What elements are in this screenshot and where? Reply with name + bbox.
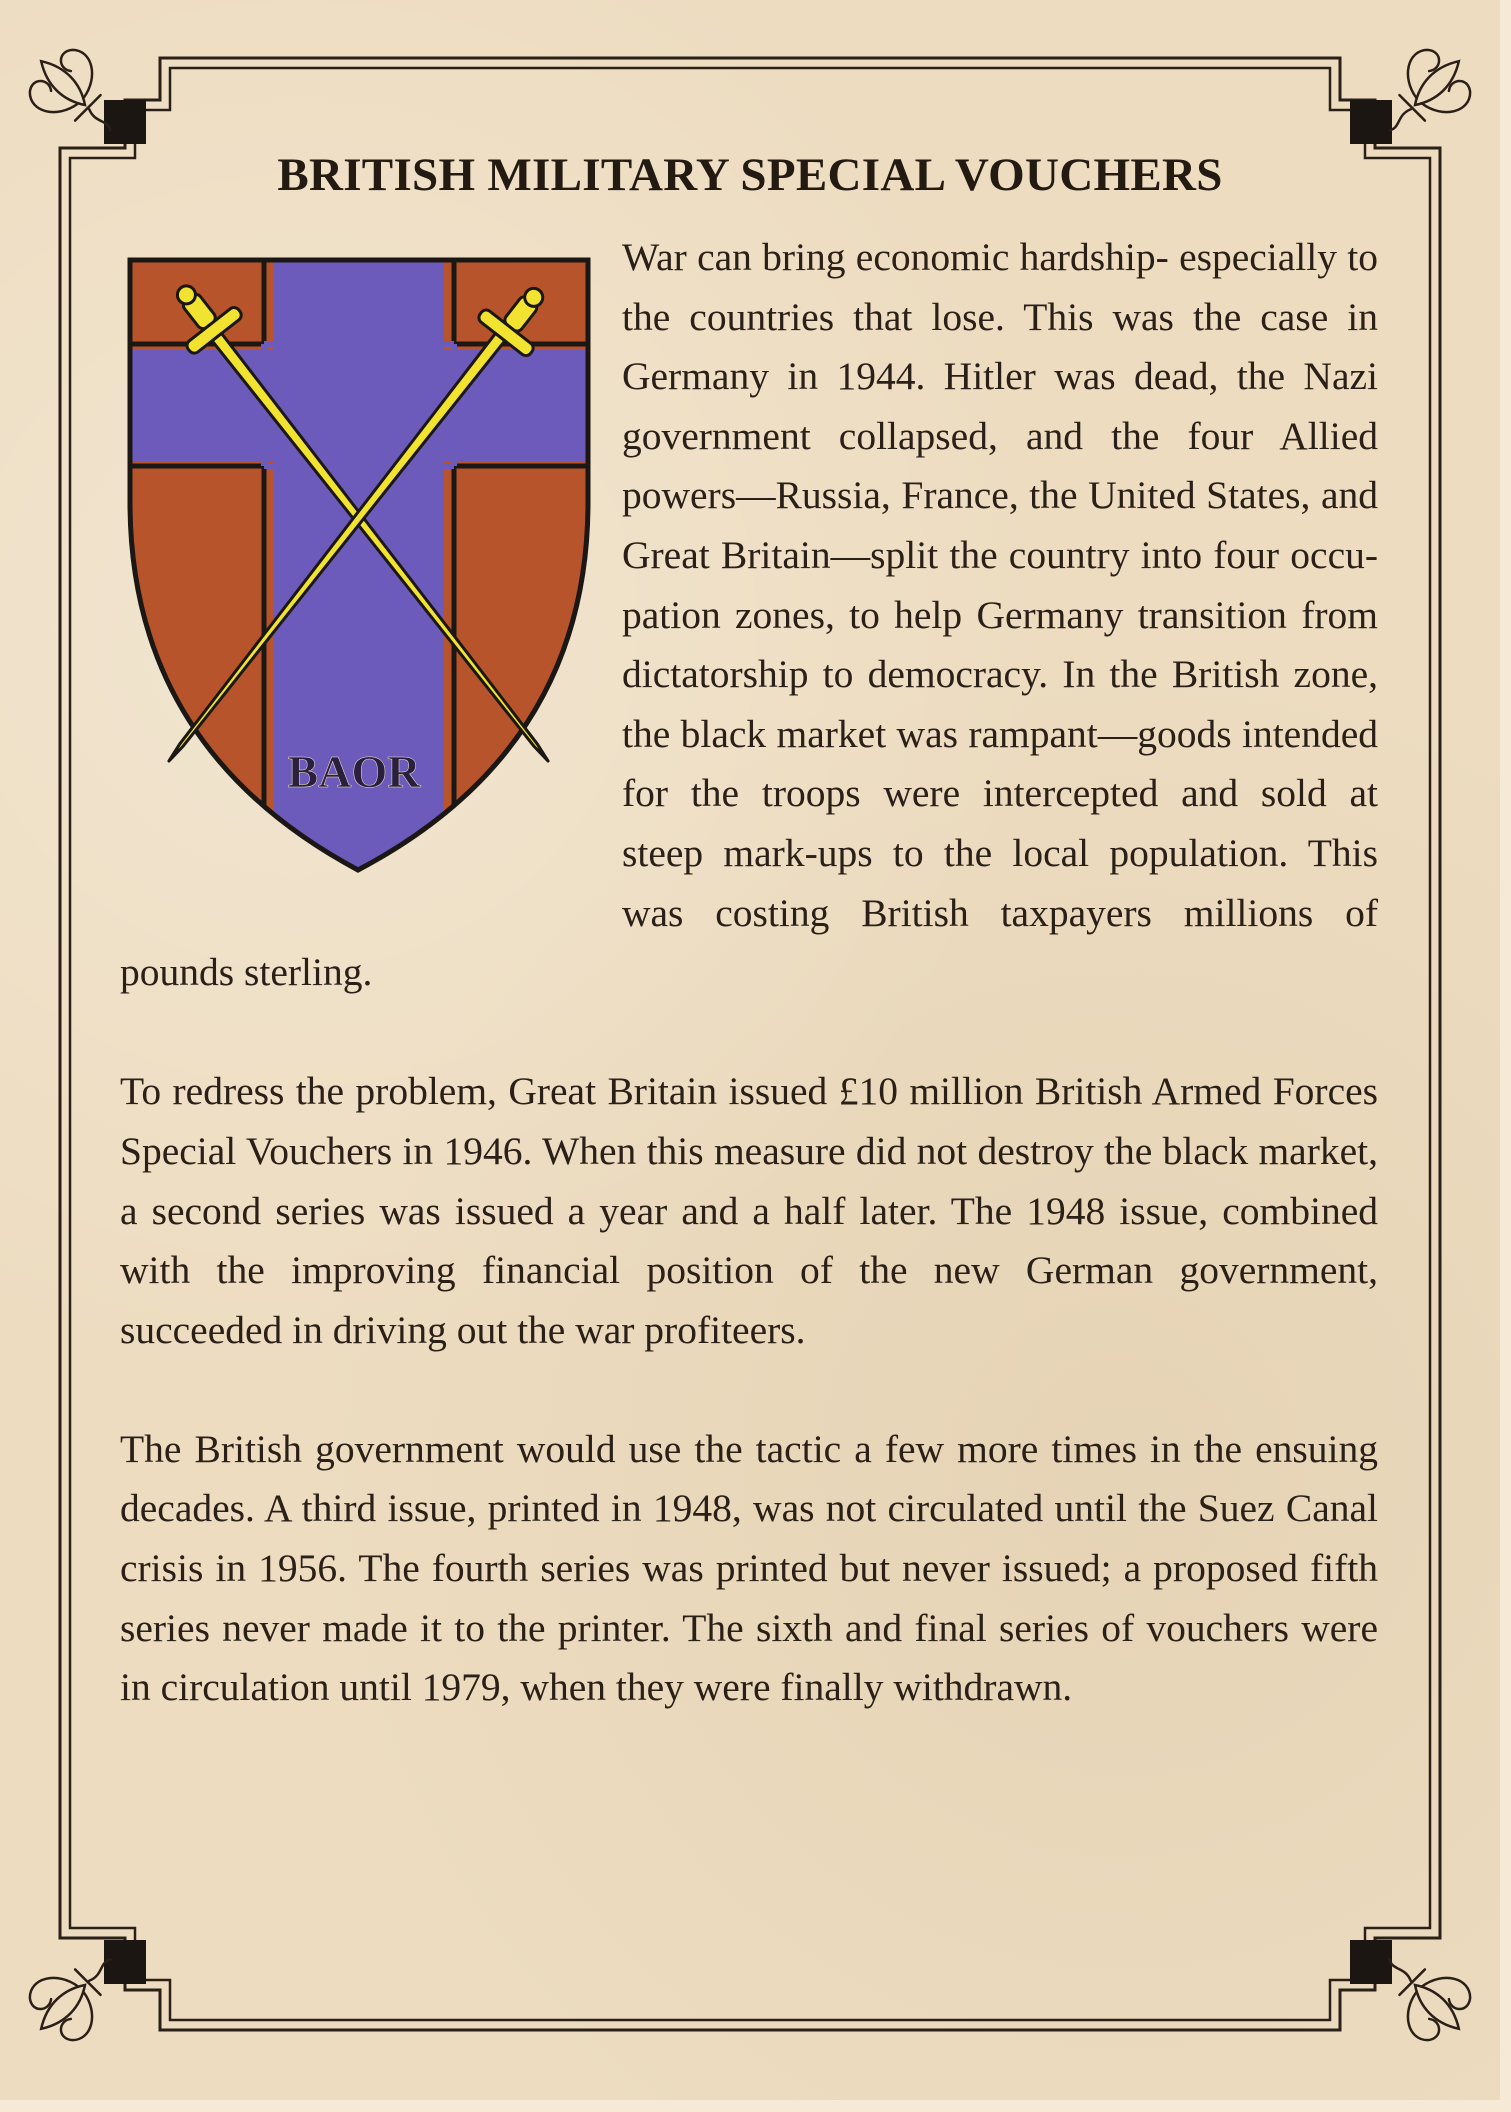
- paragraph-3: The British government would use the tactic a few more times in the ensuing decades. A third issue, printed in 1948, was not circulated until the Suez Canal crisis in 1956. The fourth series was printed but never issued; a proposed fifth series never made it to the printer. The sixth and final series of vouchers were in circulation until 1979, when they were finally withdrawn.: [120, 1426, 1378, 1710]
- paragraph-1: War can bring economic hardship- especially to the countries that lose. This was the case in Germany in 1944. Hitler was dead, the Nazi government collapsed, and the four Allied powers—Russia, France, the United States, and Great Britain—split the country into four occu-pation zones, to help Germany transition from dictatorship to democracy. In the British zone, the black market was rampant—goods intended for the troops were intercepted and sold at steep mark-ups to the local population. This was costing British taxpayers millions of pounds sterling.: [120, 235, 1378, 995]
- body-text: [120, 228, 1378, 1718]
- page-title: BRITISH MILITARY SPECIAL VOUCHERS: [277, 149, 1223, 201]
- emblem-text-wrap: [120, 228, 622, 908]
- corner-square-bottom-left: [104, 1940, 146, 1984]
- corner-square-top-left: [104, 100, 146, 144]
- corner-square-top-right: [1350, 100, 1392, 144]
- paragraph-2: To redress the problem, Great Britain issued £10 million British Armed Forces Special Vouchers in 1946. When this measure did not destroy the black market, a second series was issued a year and a half later. The 1948 issue, combined with the improving financial position of the new German government, succeeded in driving out the war profiteers.: [120, 1069, 1378, 1352]
- emblem-label: BAOR: [287, 746, 421, 797]
- corner-square-bottom-right: [1350, 1940, 1392, 1984]
